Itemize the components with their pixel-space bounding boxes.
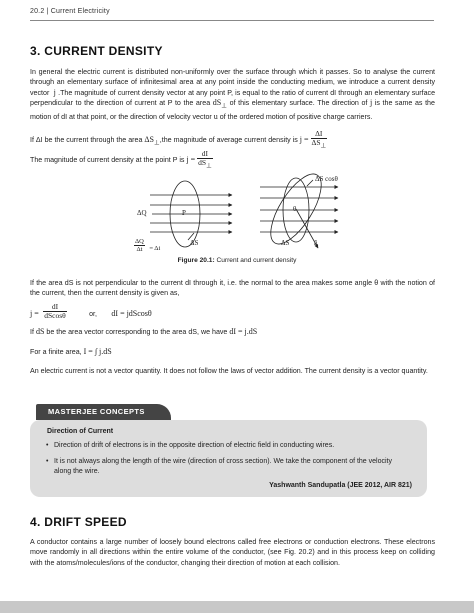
eq1-fraction xyxy=(43,303,67,320)
masterjee-bullet-2 xyxy=(46,457,404,477)
perp-sub-3: ⊥ xyxy=(320,142,326,150)
avg-eq-lhs: j = xyxy=(299,135,309,145)
page-header: 20.2 | Current Electricity xyxy=(30,8,110,15)
eq1-lhs: j = xyxy=(30,309,39,318)
right-ds-cos-leader xyxy=(307,180,313,186)
avg-den-text: ΔS xyxy=(311,138,321,147)
masterjee-author: Yashwanth Sandupatla (JEE 2012, AIR 821) xyxy=(269,482,412,489)
eq1-rhs: dI = jdScosθ xyxy=(111,309,152,318)
dq-dt-fraction xyxy=(134,238,145,253)
area-vec-eq: dI = j.dS xyxy=(229,327,258,336)
figure-caption xyxy=(0,257,474,264)
label-delta-s-left: ΔS xyxy=(190,239,199,247)
masterjee-tab: MASTERJEE CONCEPTS xyxy=(36,404,171,420)
label-delta-s-right: ΔS xyxy=(281,239,290,247)
masterjee-bullet-1 xyxy=(46,441,404,451)
perp-sub-4: ⊥ xyxy=(206,162,212,170)
perp-sub: ⊥ xyxy=(221,102,228,110)
paragraph-finite-area xyxy=(30,347,435,357)
paragraph-non-perpendicular: If the area dS is not perpendicular to the current dI through it, i.e. the normal to the area makes some angle θ with the notion of the current, then the current density is given as, xyxy=(30,279,435,298)
vector-u-symbol: u xyxy=(213,112,218,122)
intro-text-d: is the same as the motion of dI at that point, or the direction of velocity vector xyxy=(30,99,435,122)
masterjee-title: Direction of Current xyxy=(47,428,114,435)
point-num: dI xyxy=(197,150,212,159)
bullet-icon: • xyxy=(46,458,49,465)
bullet-2-text: It is not always along the length of the wire (direction of cross section). We take the component of the velocity along the wire. xyxy=(54,458,392,475)
intro-text: In general the electric current is distributed non-uniformly over the surface through which it passes. So to analyse the current through an elementary surface of infinitesimal area at any point inside the conducting medium, we introduce a current density vector xyxy=(30,68,435,97)
eq1-or: or, xyxy=(89,311,97,318)
intro-text-b: .The magnitude of current density vector at any point P, is equal to the ratio of current dI through an elementary surface perpendicular to the direction of current at P to the area xyxy=(30,88,436,108)
bullet-icon: • xyxy=(46,442,49,449)
label-n-hat: n̂ xyxy=(314,239,318,247)
area-vec-symbol: dS xyxy=(35,327,45,336)
equation-density-angle xyxy=(30,303,152,321)
area-vec-text-a: If xyxy=(30,328,34,336)
point-den-text: dS xyxy=(198,158,207,167)
paragraph-vector-quantity: An electric current is not a vector quantity. It does not follow the laws of vector addition. The current density is a vector quantity. xyxy=(30,367,428,375)
caption-label: Figure 20.1: xyxy=(177,257,215,264)
avg-text-b: ,the magnitude of average current density is xyxy=(159,136,298,145)
label-theta: θ xyxy=(293,205,297,213)
page-footer-band xyxy=(0,601,474,613)
eq1-num: dI xyxy=(43,303,67,312)
dq-dt-num: ΔQ xyxy=(135,238,144,246)
eq1-den: dScosθ xyxy=(44,311,66,321)
avg-num: ΔI xyxy=(311,130,327,139)
section-title-drift-speed: 4. DRIFT SPEED xyxy=(30,515,127,529)
area-symbol: ΔS xyxy=(144,135,154,145)
vector-j-symbol: j xyxy=(53,87,56,97)
perp-sub-2: ⊥ xyxy=(153,139,160,147)
left-diagram xyxy=(150,181,232,247)
intro-text-e: of the ordered motion of positive charge carriers. xyxy=(219,113,373,122)
label-ds-cos-theta: ΔS cosθ xyxy=(315,175,338,183)
label-point-p: P xyxy=(182,209,186,217)
section-title-current-density: 3. CURRENT DENSITY xyxy=(30,44,163,58)
point-eq-lhs: j = xyxy=(186,155,196,165)
paragraph-area-vector xyxy=(30,327,435,337)
dq-dt-rhs: = Δi xyxy=(149,245,161,252)
vector-j-symbol-2: j xyxy=(369,98,373,108)
label-delta-q: ΔQ xyxy=(137,209,147,217)
intro-text-c: of this elementary surface. The direction of xyxy=(229,99,368,108)
finite-area-eq: I = ∫ j.dS xyxy=(83,347,112,356)
area-vec-text-b: be the area vector corresponding to the area dS, we have xyxy=(46,328,228,336)
paragraph-drift-speed: A conductor contains a large number of loosely bound electrons called free electrons or conduction electrons. These electrons move randomly in all directions within the entire volume of the conductor, (see Fig. 20.2) and in this process keep on colliding with the atoms/molecules/ions of the conductor, changing their direction of motion at each collision. xyxy=(30,538,435,567)
caption-text: Current and current density xyxy=(214,257,297,264)
finite-area-text: For a finite area, xyxy=(30,348,82,356)
label-dq-dt xyxy=(134,237,160,255)
bullet-1-text: Direction of drift of electrons is in the opposite direction of electric field in conducting wires. xyxy=(54,442,335,449)
avg-text-a: If ΔI be the current through the area xyxy=(30,136,143,145)
dq-dt-den: Δt xyxy=(136,246,143,254)
point-text: The magnitude of current density at the point P is xyxy=(30,156,185,165)
ds-symbol: dS xyxy=(212,98,222,108)
